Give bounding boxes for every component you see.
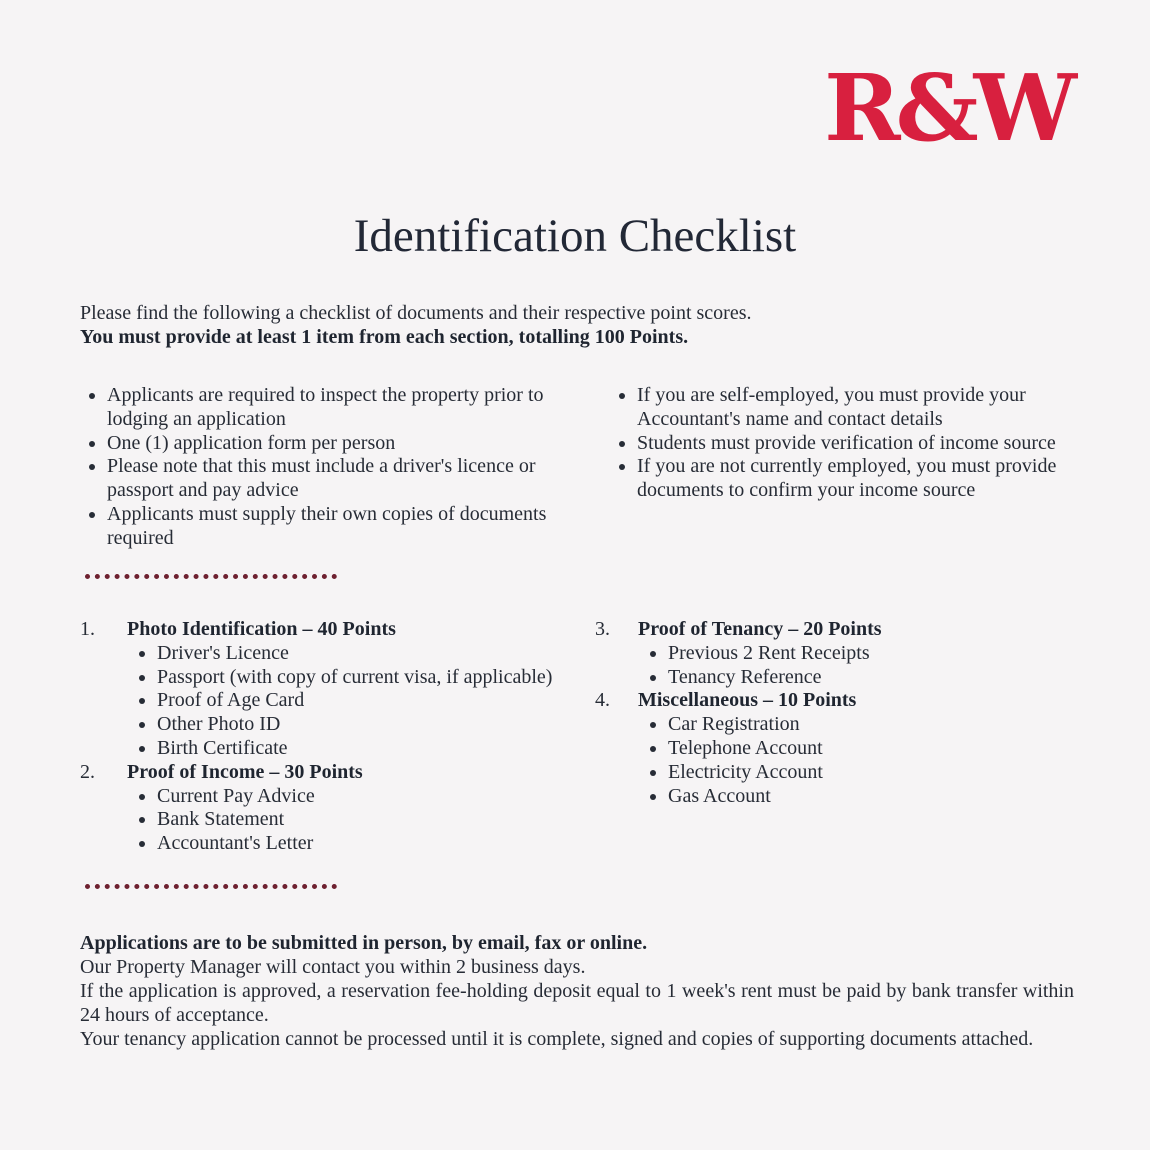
rw-logo: R&W: [824, 54, 1072, 162]
footer-line: If the application is approved, a reservation fee-holding deposit equal to 1 week's rent must be paid by bank transfer within 24 hours of acceptance.: [80, 979, 1074, 1026]
checklist-item: • Tenancy Reference: [668, 666, 1100, 690]
checklist-item: • Birth Certificate: [157, 737, 595, 761]
checklist-item: • Other Photo ID: [157, 713, 595, 737]
checklist-section: [595, 689, 1100, 808]
section-heading: Proof of Tenancy – 20 Points: [638, 618, 882, 640]
note-item: • Applicants must supply their own copies of documents required: [107, 503, 560, 551]
section-items: [127, 785, 595, 856]
checklist-item: • Bank Statement: [157, 808, 595, 832]
checklist-item: • Car Registration: [668, 713, 1100, 737]
section-heading: Proof of Income – 30 Points: [127, 760, 363, 783]
checklist-section: [80, 761, 595, 856]
checklist-item: • Proof of Age Card: [157, 689, 595, 713]
note-item: • Students must provide verification of income source: [637, 432, 1090, 456]
points-checklist: [80, 618, 1100, 856]
section-number: 3.: [595, 618, 610, 640]
checklist-column-left: [80, 618, 595, 856]
intro-paragraph: [80, 302, 1090, 350]
notes-column-right: [610, 384, 1090, 551]
checklist-item: • Telephone Account: [668, 737, 1100, 761]
checklist-column-right: [595, 618, 1100, 856]
section-number: 1.: [80, 618, 95, 640]
intro-line: Please find the following a checklist of documents and their respective point scores.: [80, 302, 752, 324]
footer-bold-line: Applications are to be submitted in person, by email, fax or online.: [80, 932, 648, 954]
checklist-item: • Driver's Licence: [157, 642, 595, 666]
note-item: • Please note that this must include a driver's licence or passport and pay advice: [107, 455, 560, 503]
intro-bold-line: You must provide at least 1 item from each section, totalling 100 Points.: [80, 325, 689, 348]
submission-instructions: [80, 932, 1074, 1052]
notes-column-left: [80, 384, 560, 551]
dotted-divider: [85, 574, 337, 579]
section-heading: Miscellaneous – 10 Points: [638, 689, 857, 712]
section-heading: Photo Identification – 40 Points: [127, 618, 396, 640]
checklist-item: • Accountant's Letter: [157, 832, 595, 856]
checklist-item: • Electricity Account: [668, 761, 1100, 785]
checklist-item: • Previous 2 Rent Receipts: [668, 642, 1100, 666]
section-number: 2.: [80, 760, 95, 783]
checklist-item: • Current Pay Advice: [157, 785, 595, 809]
page-title: Identification Checklist: [353, 210, 797, 262]
checklist-section: [595, 618, 1100, 689]
footer-line: Your tenancy application cannot be processed until it is complete, signed and copies of supporting documents attached.: [80, 1027, 1034, 1050]
note-item: • If you are self-employed, you must provide your Accountant's name and contact details: [637, 384, 1090, 432]
note-item: • If you are not currently employed, you must provide documents to confirm your income source: [637, 455, 1090, 503]
section-items: [638, 713, 1100, 808]
general-notes: [80, 384, 1090, 551]
note-item: • One (1) application form per person: [107, 432, 560, 456]
checklist-item: • Gas Account: [668, 785, 1100, 809]
dotted-divider: [85, 884, 337, 889]
section-items: [638, 642, 1100, 690]
checklist-section: [80, 618, 595, 761]
section-number: 4.: [595, 689, 610, 712]
note-item: • Applicants are required to inspect the property prior to lodging an application: [107, 384, 560, 432]
footer-line: Our Property Manager will contact you within 2 business days.: [80, 955, 586, 978]
checklist-item: • Passport (with copy of current visa, if applicable): [157, 666, 595, 690]
section-items: [127, 642, 595, 761]
